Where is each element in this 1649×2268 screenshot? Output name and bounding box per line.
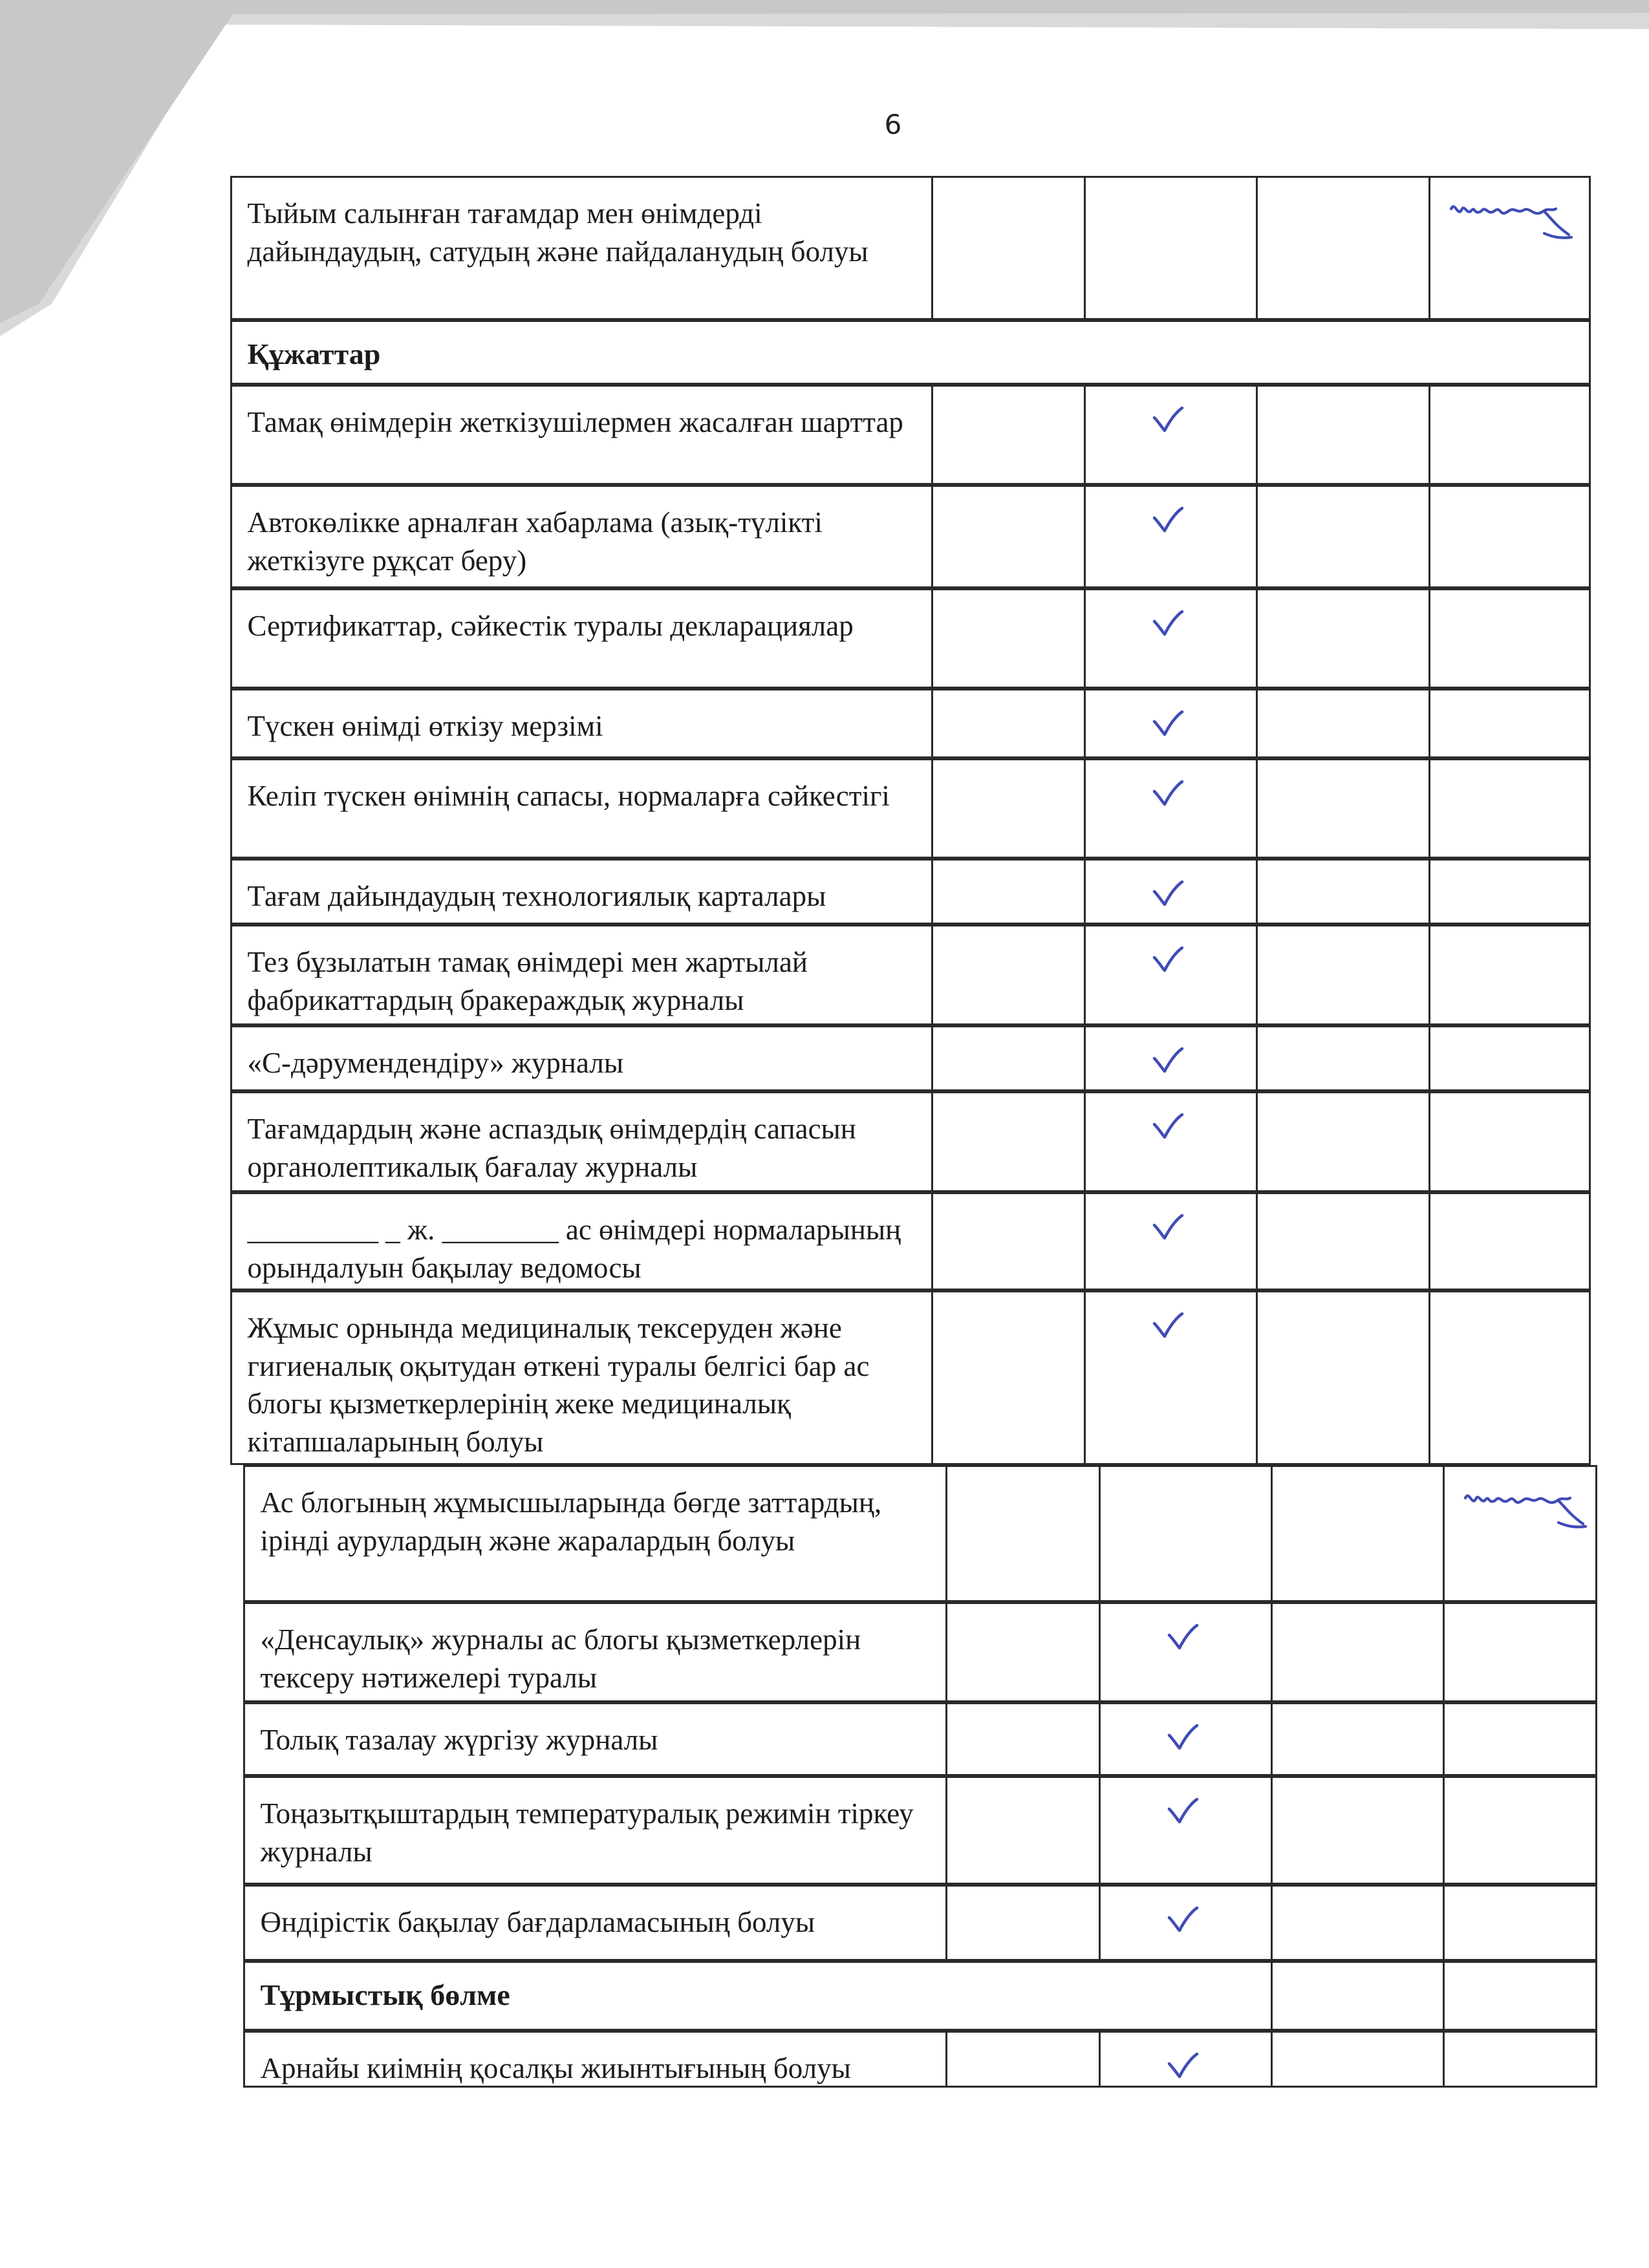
checkmark-icon xyxy=(1152,1113,1183,1140)
status-cell xyxy=(931,1290,1086,1465)
status-cell xyxy=(1256,758,1430,859)
status-cell xyxy=(1256,385,1430,485)
requirement-text: Ас блогының жұмысшыларында бөгде заттардың, ірінді аурулардың және жаралардың болуы xyxy=(243,1465,947,1602)
status-cell xyxy=(1271,1702,1445,1776)
status-cell xyxy=(1271,1465,1445,1602)
status-cell xyxy=(1428,1091,1591,1192)
checkmark-icon xyxy=(1152,946,1183,973)
table-row xyxy=(0,588,1649,689)
status-cell xyxy=(1256,689,1430,758)
status-cell xyxy=(1256,1192,1430,1290)
requirement-text: Түскен өнімді өткізу мерзімі xyxy=(230,689,933,758)
requirement-text: Тез бұзылатын тамақ өнімдері мен жартылай фабрикаттардың бракераждық журналы xyxy=(230,925,933,1025)
status-cell xyxy=(1256,925,1430,1025)
page-number: 6 xyxy=(884,109,902,140)
status-cell xyxy=(1084,385,1258,485)
table-row xyxy=(0,176,1649,320)
table-row xyxy=(0,859,1649,925)
status-cell xyxy=(931,1192,1086,1290)
status-cell xyxy=(1428,176,1591,320)
status-cell xyxy=(1271,1602,1445,1702)
status-cell xyxy=(945,1776,1101,1885)
status-cell xyxy=(931,485,1086,588)
status-cell xyxy=(1428,1025,1591,1091)
status-cell xyxy=(1428,1192,1591,1290)
status-cell xyxy=(1443,1885,1597,1961)
status-cell xyxy=(1099,2031,1273,2088)
table-row xyxy=(0,1465,1649,1602)
status-cell xyxy=(1428,758,1591,859)
status-cell xyxy=(1084,758,1258,859)
checkmark-icon xyxy=(1167,1906,1198,1933)
checkmark-icon xyxy=(1152,1047,1183,1074)
status-cell xyxy=(931,588,1086,689)
requirement-text: Келіп түскен өнімнің сапасы, нормаларға сәйкестігі xyxy=(230,758,933,859)
checkmark-icon xyxy=(1152,780,1183,807)
requirement-text: «Денсаулық» журналы ас блогы қызметкерлерін тексеру нәтижелері туралы xyxy=(243,1602,947,1702)
status-cell xyxy=(1256,176,1430,320)
status-cell xyxy=(1084,689,1258,758)
status-cell xyxy=(1084,176,1258,320)
requirement-text: Тамақ өнімдерін жеткізушілермен жасалған шарттар xyxy=(230,385,933,485)
table-row xyxy=(0,1885,1649,1961)
status-cell xyxy=(1443,1702,1597,1776)
status-cell xyxy=(1099,1885,1273,1961)
table-row xyxy=(0,1776,1649,1885)
status-cell xyxy=(1428,485,1591,588)
status-cell xyxy=(1099,1465,1273,1602)
checkmark-icon xyxy=(1167,1797,1198,1824)
status-cell xyxy=(1271,1885,1445,1961)
checkmark-icon xyxy=(1152,610,1183,637)
status-cell xyxy=(1256,1091,1430,1192)
checkmark-icon xyxy=(1167,1724,1198,1751)
status-cell xyxy=(931,689,1086,758)
status-cell xyxy=(931,859,1086,925)
status-cell xyxy=(931,925,1086,1025)
table-row xyxy=(0,758,1649,859)
status-cell xyxy=(1084,485,1258,588)
status-cell xyxy=(945,1465,1101,1602)
status-cell xyxy=(1271,2031,1445,2088)
table-row xyxy=(0,925,1649,1025)
status-cell xyxy=(1256,859,1430,925)
status-cell xyxy=(1084,925,1258,1025)
status-cell xyxy=(1428,385,1591,485)
status-cell xyxy=(1084,588,1258,689)
status-cell xyxy=(1428,689,1591,758)
status-cell xyxy=(1428,859,1591,925)
status-cell xyxy=(1428,588,1591,689)
table-row xyxy=(0,2031,1649,2088)
status-cell xyxy=(1084,1025,1258,1091)
status-cell xyxy=(1428,925,1591,1025)
status-cell xyxy=(1084,1192,1258,1290)
requirement-text: Арнайы киімнің қосалқы жиынтығының болуы xyxy=(243,2031,947,2088)
table-row xyxy=(0,1192,1649,1290)
table-row xyxy=(0,1702,1649,1776)
status-cell xyxy=(1084,859,1258,925)
requirement-text: Сертификаттар, сәйкестік туралы декларациялар xyxy=(230,588,933,689)
table-row xyxy=(0,385,1649,485)
status-cell xyxy=(945,1602,1101,1702)
status-cell xyxy=(945,1702,1101,1776)
status-cell xyxy=(1084,1290,1258,1465)
status-cell xyxy=(1443,1602,1597,1702)
requirement-text: Өндірістік бақылау бағдарламасының болуы xyxy=(243,1885,947,1961)
checkmark-icon xyxy=(1152,406,1183,433)
table-row xyxy=(0,1602,1649,1702)
section-heading: Тұрмыстық бөлме xyxy=(243,1961,1273,2031)
empty-cell xyxy=(1271,1961,1445,2031)
table-row xyxy=(0,485,1649,588)
status-cell xyxy=(1256,485,1430,588)
handwritten-note-icon xyxy=(1461,1481,1591,1537)
status-cell xyxy=(931,1025,1086,1091)
requirement-text: Тағам дайындаудың технологиялық карталары xyxy=(230,859,933,925)
checkmark-icon xyxy=(1152,880,1183,907)
checkmark-icon xyxy=(1152,1312,1183,1339)
status-cell xyxy=(1443,1776,1597,1885)
handwritten-note-icon xyxy=(1447,192,1577,248)
table-row xyxy=(0,1290,1649,1465)
checkmark-icon xyxy=(1152,710,1183,737)
empty-cell xyxy=(1443,1961,1597,2031)
status-cell xyxy=(1099,1776,1273,1885)
status-cell xyxy=(931,758,1086,859)
status-cell xyxy=(1256,1025,1430,1091)
checkmark-icon xyxy=(1167,1623,1198,1651)
status-cell xyxy=(1271,1776,1445,1885)
checkmark-icon xyxy=(1152,1214,1183,1241)
table-row xyxy=(0,689,1649,758)
requirement-text: _________ _ ж. ________ ас өнімдері нормаларының орындалуын бақылау ведомосы xyxy=(230,1192,933,1290)
status-cell xyxy=(1099,1602,1273,1702)
requirement-text: Тағамдардың және аспаздық өнімдердің сапасын органолептикалық бағалау журналы xyxy=(230,1091,933,1192)
status-cell xyxy=(1256,1290,1430,1465)
table-row xyxy=(0,1091,1649,1192)
status-cell xyxy=(931,385,1086,485)
table-row xyxy=(0,1025,1649,1091)
requirement-text: Жұмыс орнында медициналық тексеруден және гигиеналық оқытудан өткені туралы белгісі бар ас блогы қызметкерлерінің жеке медициналық кітапшаларының болуы xyxy=(230,1290,933,1465)
status-cell xyxy=(1256,588,1430,689)
status-cell xyxy=(1084,1091,1258,1192)
checkmark-icon xyxy=(1167,2052,1198,2079)
requirement-text: Автокөлікке арналған хабарлама (азық-түлікті жеткізуге рұқсат беру) xyxy=(230,485,933,588)
requirement-text: Тоңазытқыштардың температуралық режимін тіркеу журналы xyxy=(243,1776,947,1885)
status-cell xyxy=(1443,1465,1597,1602)
status-cell xyxy=(1428,1290,1591,1465)
section-row xyxy=(0,320,1649,385)
status-cell xyxy=(1099,1702,1273,1776)
status-cell xyxy=(931,176,1086,320)
status-cell xyxy=(931,1091,1086,1192)
checkmark-icon xyxy=(1152,506,1183,533)
status-cell xyxy=(1443,2031,1597,2088)
section-heading: Құжаттар xyxy=(230,320,1591,385)
requirement-text: Тыйым салынған тағамдар мен өнімдерді дайындаудың, сатудың және пайдаланудың болуы xyxy=(230,176,933,320)
requirement-text: Толық тазалау жүргізу журналы xyxy=(243,1702,947,1776)
status-cell xyxy=(945,1885,1101,1961)
requirement-text: «С-дәрумендендіру» журналы xyxy=(230,1025,933,1091)
section-row xyxy=(0,1961,1649,2031)
status-cell xyxy=(945,2031,1101,2088)
